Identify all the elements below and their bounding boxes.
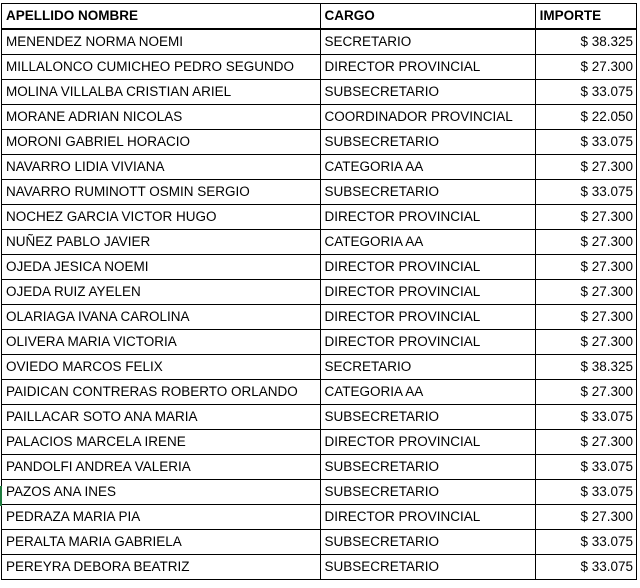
cell-cargo[interactable]: SUBSECRETARIO bbox=[320, 455, 535, 480]
table-row bbox=[2, 455, 637, 480]
cell-cargo[interactable]: SUBSECRETARIO bbox=[320, 80, 535, 105]
cell-importe[interactable]: $ 27.300 bbox=[535, 505, 636, 530]
header-name[interactable]: APELLIDO NOMBRE bbox=[2, 4, 321, 30]
cell-name[interactable]: PEREYRA DEBORA BEATRIZ bbox=[2, 555, 321, 580]
cell-cargo[interactable]: CATEGORIA AA bbox=[320, 230, 535, 255]
table-row bbox=[2, 555, 637, 580]
cell-importe[interactable]: $ 27.300 bbox=[535, 255, 636, 280]
cell-name[interactable]: MORONI GABRIEL HORACIO bbox=[2, 130, 321, 155]
cell-name[interactable]: PALACIOS MARCELA IRENE bbox=[2, 430, 321, 455]
table-row bbox=[2, 380, 637, 405]
cell-importe[interactable]: $ 27.300 bbox=[535, 430, 636, 455]
cell-cargo[interactable]: CATEGORIA AA bbox=[320, 380, 535, 405]
cell-cargo[interactable]: SUBSECRETARIO bbox=[320, 405, 535, 430]
cell-cargo[interactable]: DIRECTOR PROVINCIAL bbox=[320, 55, 535, 80]
header-row bbox=[2, 4, 637, 30]
table-row bbox=[2, 80, 637, 105]
cell-cargo[interactable]: SUBSECRETARIO bbox=[320, 130, 535, 155]
cell-name[interactable]: MENENDEZ NORMA NOEMI bbox=[2, 29, 321, 55]
cell-cargo[interactable]: SUBSECRETARIO bbox=[320, 180, 535, 205]
table-row bbox=[2, 330, 637, 355]
cell-importe[interactable]: $ 33.075 bbox=[535, 180, 636, 205]
cell-cargo[interactable]: SECRETARIO bbox=[320, 29, 535, 55]
cell-name[interactable]: PEDRAZA MARIA PIA bbox=[2, 505, 321, 530]
table-row bbox=[2, 305, 637, 330]
cell-cargo[interactable]: SUBSECRETARIO bbox=[320, 555, 535, 580]
cell-name[interactable]: NAVARRO RUMINOTT OSMIN SERGIO bbox=[2, 180, 321, 205]
cell-importe[interactable]: $ 33.075 bbox=[535, 530, 636, 555]
cell-name[interactable]: PAZOS ANA INES bbox=[2, 480, 321, 505]
table-row bbox=[2, 480, 637, 505]
cell-cargo[interactable]: DIRECTOR PROVINCIAL bbox=[320, 205, 535, 230]
cell-cargo[interactable]: SUBSECRETARIO bbox=[320, 480, 535, 505]
cell-importe[interactable]: $ 33.075 bbox=[535, 455, 636, 480]
cell-cargo[interactable]: SUBSECRETARIO bbox=[320, 530, 535, 555]
cell-importe[interactable]: $ 27.300 bbox=[535, 55, 636, 80]
cell-importe[interactable]: $ 33.075 bbox=[535, 130, 636, 155]
cell-cargo[interactable]: DIRECTOR PROVINCIAL bbox=[320, 505, 535, 530]
cell-importe[interactable]: $ 38.325 bbox=[535, 29, 636, 55]
cell-importe[interactable]: $ 33.075 bbox=[535, 80, 636, 105]
cell-name[interactable]: OLIVERA MARIA VICTORIA bbox=[2, 330, 321, 355]
cell-cargo[interactable]: DIRECTOR PROVINCIAL bbox=[320, 430, 535, 455]
selected-cell-marker bbox=[0, 486, 2, 506]
cell-name[interactable]: NUÑEZ PABLO JAVIER bbox=[2, 230, 321, 255]
cell-importe[interactable]: $ 27.300 bbox=[535, 280, 636, 305]
header-importe[interactable]: IMPORTE bbox=[535, 4, 636, 30]
cell-name[interactable]: MILLALONCO CUMICHEO PEDRO SEGUNDO bbox=[2, 55, 321, 80]
header-cargo[interactable]: CARGO bbox=[320, 4, 535, 30]
cell-name[interactable]: MORANE ADRIAN NICOLAS bbox=[2, 105, 321, 130]
table-row bbox=[2, 355, 637, 380]
cell-importe[interactable]: $ 27.300 bbox=[535, 380, 636, 405]
table-row bbox=[2, 205, 637, 230]
cell-name[interactable]: OLARIAGA IVANA CAROLINA bbox=[2, 305, 321, 330]
cell-cargo[interactable]: SECRETARIO bbox=[320, 355, 535, 380]
cell-name[interactable]: PERALTA MARIA GABRIELA bbox=[2, 530, 321, 555]
cell-name[interactable]: NOCHEZ GARCIA VICTOR HUGO bbox=[2, 205, 321, 230]
cell-cargo[interactable]: DIRECTOR PROVINCIAL bbox=[320, 305, 535, 330]
table-row bbox=[2, 405, 637, 430]
table-row bbox=[2, 29, 637, 55]
cell-importe[interactable]: $ 27.300 bbox=[535, 305, 636, 330]
table-row bbox=[2, 530, 637, 555]
table-row bbox=[2, 430, 637, 455]
cell-cargo[interactable]: COORDINADOR PROVINCIAL bbox=[320, 105, 535, 130]
table-row bbox=[2, 255, 637, 280]
cell-importe[interactable]: $ 33.075 bbox=[535, 555, 636, 580]
cell-cargo[interactable]: DIRECTOR PROVINCIAL bbox=[320, 255, 535, 280]
table-row bbox=[2, 55, 637, 80]
cell-name[interactable]: MOLINA VILLALBA CRISTIAN ARIEL bbox=[2, 80, 321, 105]
cell-importe[interactable]: $ 33.075 bbox=[535, 480, 636, 505]
cell-cargo[interactable]: DIRECTOR PROVINCIAL bbox=[320, 280, 535, 305]
cell-cargo[interactable]: DIRECTOR PROVINCIAL bbox=[320, 330, 535, 355]
cell-importe[interactable]: $ 27.300 bbox=[535, 330, 636, 355]
cell-name[interactable]: OVIEDO MARCOS FELIX bbox=[2, 355, 321, 380]
cell-name[interactable]: PANDOLFI ANDREA VALERIA bbox=[2, 455, 321, 480]
cell-importe[interactable]: $ 38.325 bbox=[535, 355, 636, 380]
table-body bbox=[2, 29, 637, 580]
cell-importe[interactable]: $ 27.300 bbox=[535, 205, 636, 230]
cell-name[interactable]: OJEDA RUIZ AYELEN bbox=[2, 280, 321, 305]
table-row bbox=[2, 130, 637, 155]
salary-table bbox=[1, 3, 637, 580]
cell-cargo[interactable]: CATEGORIA AA bbox=[320, 155, 535, 180]
table-row bbox=[2, 505, 637, 530]
cell-name[interactable]: PAIDICAN CONTRERAS ROBERTO ORLANDO bbox=[2, 380, 321, 405]
cell-name[interactable]: PAILLACAR SOTO ANA MARIA bbox=[2, 405, 321, 430]
cell-name[interactable]: OJEDA JESICA NOEMI bbox=[2, 255, 321, 280]
cell-importe[interactable]: $ 27.300 bbox=[535, 155, 636, 180]
cell-importe[interactable]: $ 33.075 bbox=[535, 405, 636, 430]
table-row bbox=[2, 105, 637, 130]
table-row bbox=[2, 230, 637, 255]
cell-importe[interactable]: $ 22.050 bbox=[535, 105, 636, 130]
table-row bbox=[2, 155, 637, 180]
cell-importe[interactable]: $ 27.300 bbox=[535, 230, 636, 255]
cell-name[interactable]: NAVARRO LIDIA VIVIANA bbox=[2, 155, 321, 180]
table-row bbox=[2, 180, 637, 205]
table-row bbox=[2, 280, 637, 305]
